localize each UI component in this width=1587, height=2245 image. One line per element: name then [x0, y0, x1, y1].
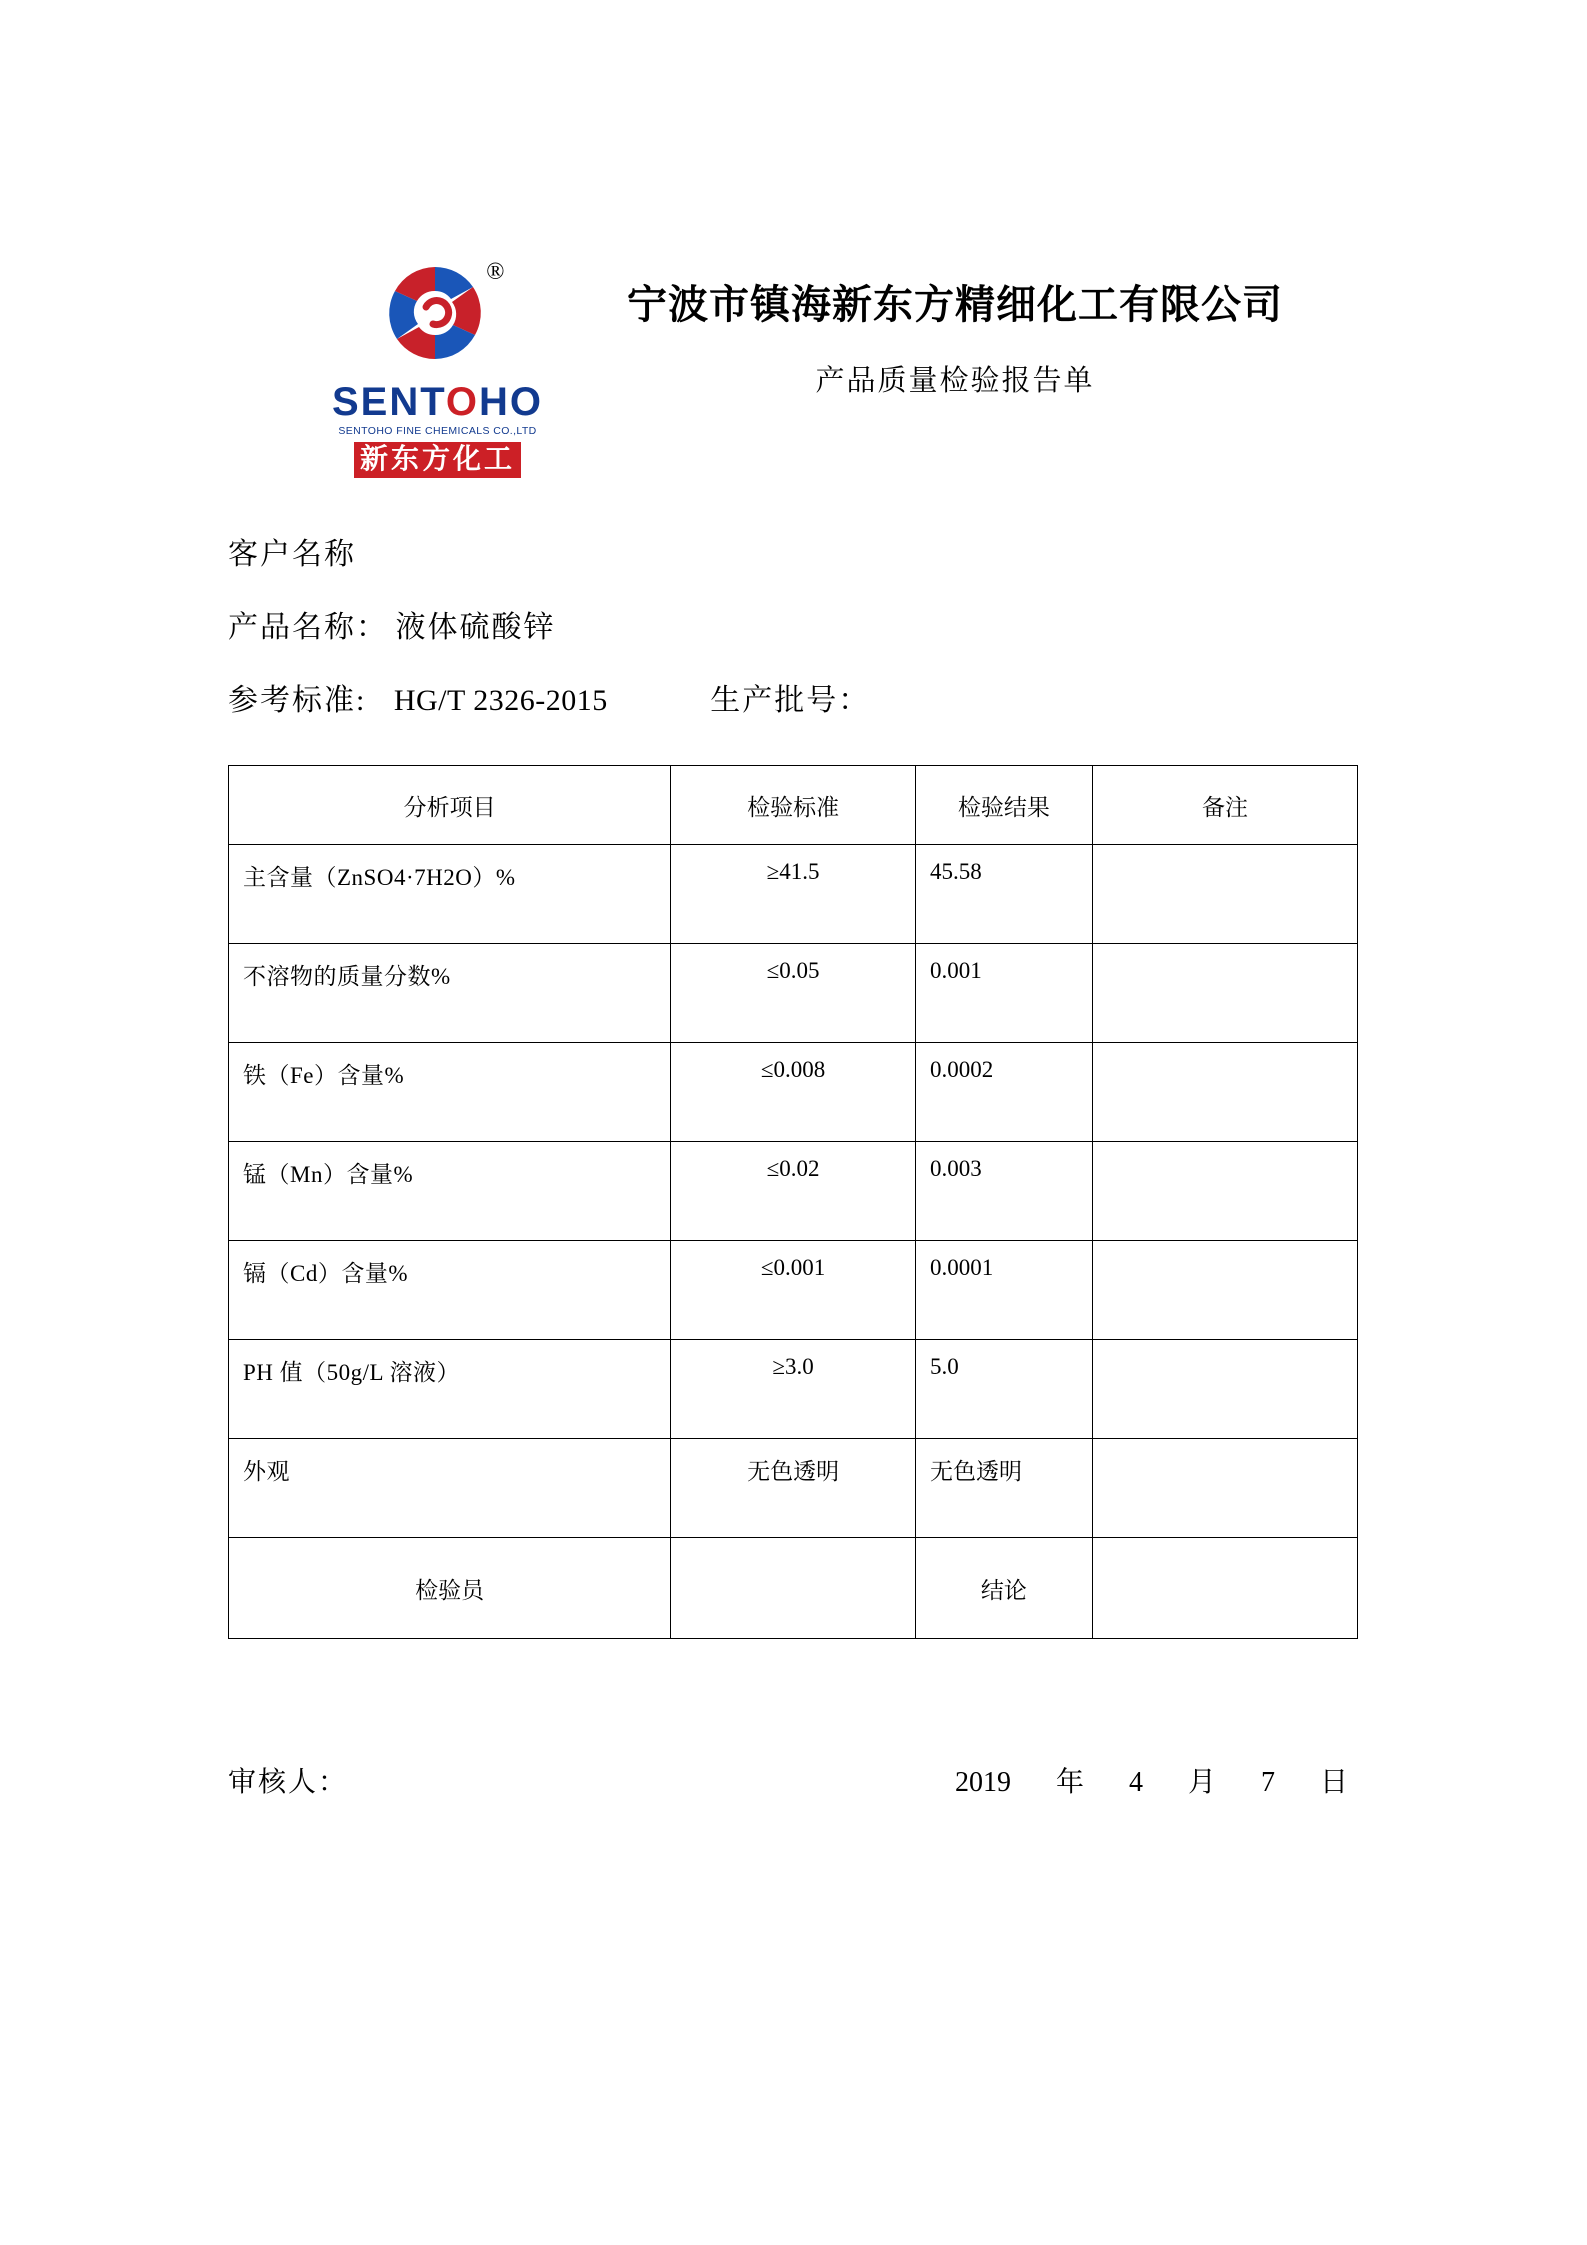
cell-note — [1092, 845, 1357, 944]
cell-standard: ≥3.0 — [671, 1340, 916, 1439]
cell-standard: ≤0.008 — [671, 1043, 916, 1142]
footer-year: 2019 — [955, 1767, 1012, 1798]
conclusion-label: 结论 — [915, 1538, 1092, 1639]
logo-wordmark-part2: HO — [479, 380, 544, 424]
product-label: 产品名称： — [228, 611, 388, 644]
inspection-table — [228, 765, 1358, 1639]
footer-year-unit: 年 — [1056, 1767, 1085, 1798]
item-label: 镉（Cd）含量% — [243, 1261, 408, 1286]
approver-label: 审核人： — [228, 1767, 349, 1798]
customer-label: 客户名称 — [228, 538, 356, 571]
inspector-signature[interactable] — [671, 1538, 916, 1639]
standard-label: 参考标准: — [228, 684, 367, 717]
cell-result: 0.0002 — [915, 1043, 1092, 1142]
cell-note — [1092, 1043, 1357, 1142]
table-row — [229, 1439, 1358, 1538]
cell-item — [229, 1340, 671, 1439]
footer-day: 7 — [1261, 1767, 1276, 1798]
cell-item — [229, 1142, 671, 1241]
cell-standard: ≥41.5 — [671, 845, 916, 944]
item-label: PH 值（50g/L 溶液） — [243, 1360, 460, 1385]
footer-month-unit: 月 — [1188, 1767, 1217, 1798]
header-result: 检验结果 — [915, 766, 1092, 845]
table-row — [229, 1340, 1358, 1439]
cell-result: 0.003 — [915, 1142, 1092, 1241]
footer-day-unit: 日 — [1320, 1767, 1349, 1798]
footer-month: 4 — [1129, 1767, 1144, 1798]
cell-item — [229, 845, 671, 944]
item-label: 主含量（ZnSO4·7H2O）% — [243, 865, 516, 890]
cell-standard: ≤0.05 — [671, 944, 916, 1043]
product-value[interactable]: 液体硫酸锌 — [395, 611, 556, 644]
sentoho-swirl-icon — [363, 255, 513, 380]
meta-fields — [228, 540, 1428, 759]
table-header-row — [229, 766, 1358, 845]
cell-note — [1092, 944, 1357, 1043]
cell-result: 0.001 — [915, 944, 1092, 1043]
report-title: 产品质量检验报告单 — [815, 365, 1095, 397]
cell-result: 0.0001 — [915, 1241, 1092, 1340]
item-label: 不溶物的质量分数% — [243, 964, 451, 989]
header-note: 备注 — [1092, 766, 1357, 845]
cell-result: 5.0 — [915, 1340, 1092, 1439]
cell-note — [1092, 1439, 1357, 1538]
cell-note — [1092, 1241, 1357, 1340]
cell-standard: ≤0.001 — [671, 1241, 916, 1340]
cell-note — [1092, 1340, 1357, 1439]
table-row — [229, 1241, 1358, 1340]
company-logo — [305, 255, 570, 478]
logo-wordmark-part1: SENT — [331, 380, 446, 424]
customer-row — [228, 540, 1428, 570]
cell-item — [229, 1439, 671, 1538]
item-label: 锰（Mn）含量% — [243, 1162, 414, 1187]
cell-standard: 无色透明 — [671, 1439, 916, 1538]
product-row — [228, 613, 1428, 643]
standard-row — [228, 686, 1428, 716]
logo-wordmark — [305, 382, 570, 422]
table-footer-row — [229, 1538, 1358, 1639]
cell-result: 45.58 — [915, 845, 1092, 944]
cell-item — [229, 1241, 671, 1340]
logo-subtitle: SENTOHO FINE CHEMICALS CO.,LTD — [338, 425, 537, 437]
header-standard: 检验标准 — [671, 766, 916, 845]
cell-result: 无色透明 — [915, 1439, 1092, 1538]
batch-label: 生产批号： — [710, 684, 871, 717]
standard-value[interactable]: HG/T 2326-2015 — [393, 684, 608, 717]
table-row — [229, 944, 1358, 1043]
header-analysis-item: 分析项目 — [229, 766, 671, 845]
logo-wordmark-o: O — [445, 380, 480, 424]
table-row — [229, 845, 1358, 944]
item-label: 铁（Fe）含量% — [243, 1063, 405, 1088]
inspector-label: 检验员 — [229, 1538, 671, 1639]
table-row — [229, 1142, 1358, 1241]
title-block — [595, 255, 1315, 399]
registered-trademark-icon: ® — [486, 259, 505, 285]
company-name: 宁波市镇海新东方精细化工有限公司 — [627, 283, 1283, 327]
cell-item — [229, 944, 671, 1043]
cell-standard: ≤0.02 — [671, 1142, 916, 1241]
cell-note — [1092, 1142, 1357, 1241]
table-row — [229, 1043, 1358, 1142]
document-header — [0, 255, 1587, 478]
document-footer — [228, 1760, 1428, 1800]
item-label: 外观 — [243, 1459, 290, 1484]
logo-chinese-name: 新东方化工 — [354, 442, 521, 478]
cell-item — [229, 1043, 671, 1142]
conclusion-value[interactable] — [1092, 1538, 1357, 1639]
